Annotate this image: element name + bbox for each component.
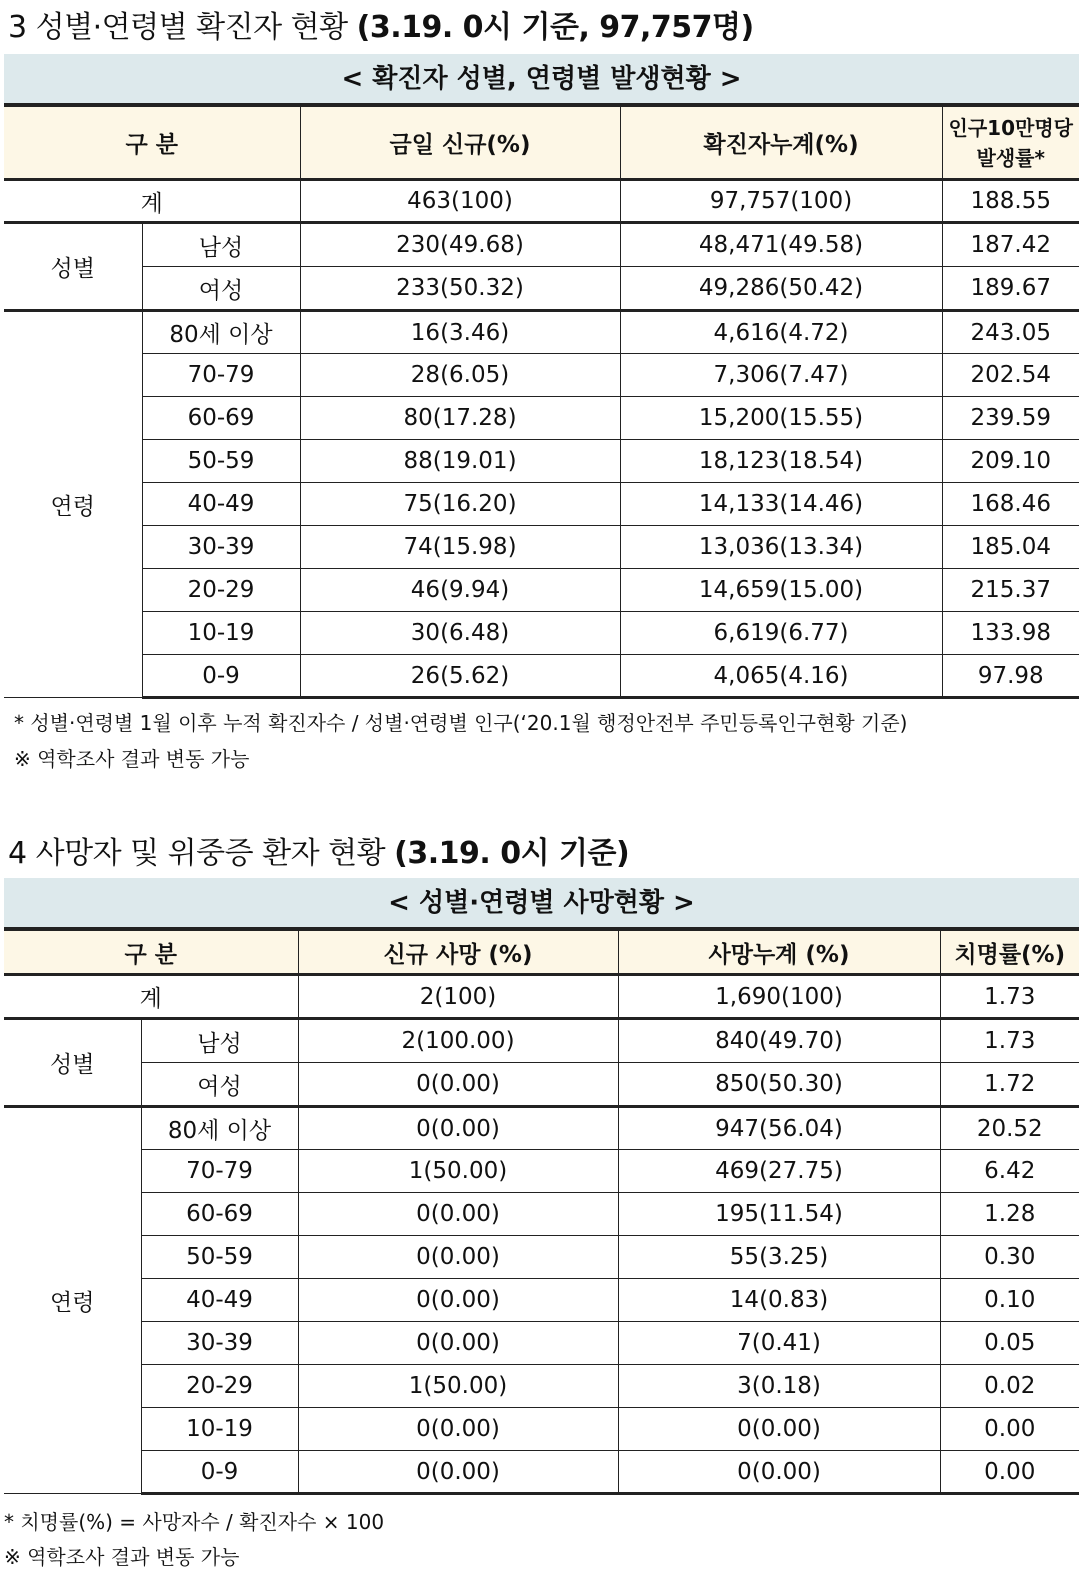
rate-cell: 0.30 — [940, 1236, 1079, 1279]
section3-title: 성별·연령별 확진자 현황 — [35, 10, 348, 45]
rate-cell: 20.52 — [940, 1107, 1079, 1150]
new-cell: 30(6.48) — [300, 612, 620, 655]
new-cell: 0(0.00) — [298, 1063, 618, 1107]
row-label: 남성 — [142, 223, 300, 267]
row-label: 80세 이상 — [142, 311, 300, 354]
section3-remark: ※ 역학조사 결과 변동 가능 — [14, 747, 250, 771]
cum-cell: 7,306(7.47) — [620, 354, 942, 397]
section3-footnote: * 성별·연령별 1월 이후 누적 확진자수 / 성별·연령별 인구(‘20.1월 행정안전부 주민등록인구현황 기준) — [14, 711, 908, 735]
age-row — [4, 354, 1079, 397]
age-row — [4, 440, 1079, 483]
age-row — [4, 1150, 1079, 1193]
new-cell: 16(3.46) — [300, 311, 620, 354]
header-cumulative: 사망누계 (%) — [618, 931, 940, 975]
row-label: 여성 — [141, 1063, 298, 1107]
cum-cell: 6,619(6.77) — [620, 612, 942, 655]
gender-group-label: 성별 — [4, 1019, 141, 1107]
section4-footnote: * 치명률(%) = 사망자수 / 확진자수 × 100 — [4, 1510, 385, 1534]
rate-cell: 97.98 — [942, 655, 1079, 698]
rate-cell: 1.28 — [940, 1193, 1079, 1236]
row-label: 40-49 — [142, 483, 300, 526]
section3-heading — [8, 2, 754, 46]
row-label: 60-69 — [141, 1193, 298, 1236]
rate-cell: 0.10 — [940, 1279, 1079, 1322]
age-row — [4, 655, 1079, 698]
section4-title: 사망자 및 위중증 환자 현황 — [35, 836, 386, 871]
header-rate-line1: 인구10만명당 — [948, 115, 1073, 140]
section3-banner: < 확진자 성별, 연령별 발생현황 > — [4, 54, 1079, 106]
header-new: 금일 신규(%) — [300, 107, 620, 180]
gender-row — [4, 1063, 1079, 1107]
section3-date-note: (3.19. 0시 기준, 97,757명) — [356, 10, 754, 45]
row-label: 50-59 — [141, 1236, 298, 1279]
new-cell: 75(16.20) — [300, 483, 620, 526]
total-row — [4, 975, 1079, 1019]
rate-cell: 1.73 — [940, 975, 1079, 1019]
cum-cell: 55(3.25) — [618, 1236, 940, 1279]
row-label: 50-59 — [142, 440, 300, 483]
rate-cell: 0.02 — [940, 1365, 1079, 1408]
new-cell: 0(0.00) — [298, 1408, 618, 1451]
cum-cell: 4,616(4.72) — [620, 311, 942, 354]
total-row — [4, 180, 1079, 223]
new-cell: 74(15.98) — [300, 526, 620, 569]
row-label: 0-9 — [141, 1451, 298, 1494]
cum-cell: 14,133(14.46) — [620, 483, 942, 526]
cum-cell: 48,471(49.58) — [620, 223, 942, 267]
header-rate: 치명률(%) — [940, 931, 1079, 975]
rate-cell: 187.42 — [942, 223, 1079, 267]
cum-cell: 0(0.00) — [618, 1408, 940, 1451]
new-cell: 230(49.68) — [300, 223, 620, 267]
rate-cell: 209.10 — [942, 440, 1079, 483]
new-cell: 2(100) — [298, 975, 618, 1019]
rate-cell: 188.55 — [942, 180, 1079, 223]
row-label: 30-39 — [141, 1322, 298, 1365]
row-label: 40-49 — [141, 1279, 298, 1322]
rate-cell: 0.00 — [940, 1408, 1079, 1451]
age-row — [4, 1107, 1079, 1150]
new-cell: 2(100.00) — [298, 1019, 618, 1063]
header-rate — [942, 107, 1079, 180]
rate-cell: 1.73 — [940, 1019, 1079, 1063]
rate-cell: 0.00 — [940, 1451, 1079, 1494]
new-cell: 1(50.00) — [298, 1150, 618, 1193]
cum-cell: 3(0.18) — [618, 1365, 940, 1408]
cases-header-row — [4, 107, 1079, 180]
new-cell: 0(0.00) — [298, 1322, 618, 1365]
rate-cell: 239.59 — [942, 397, 1079, 440]
age-group-label: 연령 — [4, 1107, 141, 1494]
rate-cell: 1.72 — [940, 1063, 1079, 1107]
header-new: 신규 사망 (%) — [298, 931, 618, 975]
cum-cell: 7(0.41) — [618, 1322, 940, 1365]
age-row — [4, 1408, 1079, 1451]
row-label: 여성 — [142, 267, 300, 311]
row-label: 70-79 — [142, 354, 300, 397]
cum-cell: 13,036(13.34) — [620, 526, 942, 569]
cum-cell: 14,659(15.00) — [620, 569, 942, 612]
cum-cell: 850(50.30) — [618, 1063, 940, 1107]
new-cell: 1(50.00) — [298, 1365, 618, 1408]
header-category: 구 분 — [4, 931, 298, 975]
cum-cell: 14(0.83) — [618, 1279, 940, 1322]
age-row — [4, 612, 1079, 655]
row-label: 30-39 — [142, 526, 300, 569]
row-label: 20-29 — [141, 1365, 298, 1408]
rate-cell: 168.46 — [942, 483, 1079, 526]
new-cell: 88(19.01) — [300, 440, 620, 483]
row-label: 80세 이상 — [141, 1107, 298, 1150]
row-label: 60-69 — [142, 397, 300, 440]
age-row — [4, 526, 1079, 569]
age-row — [4, 1193, 1079, 1236]
deaths-table — [4, 930, 1079, 1495]
new-cell: 0(0.00) — [298, 1107, 618, 1150]
row-label: 남성 — [141, 1019, 298, 1063]
cum-cell: 469(27.75) — [618, 1150, 940, 1193]
age-row — [4, 397, 1079, 440]
new-cell: 463(100) — [300, 180, 620, 223]
new-cell: 26(5.62) — [300, 655, 620, 698]
cum-cell: 1,690(100) — [618, 975, 940, 1019]
rate-cell: 6.42 — [940, 1150, 1079, 1193]
age-row — [4, 483, 1079, 526]
new-cell: 0(0.00) — [298, 1279, 618, 1322]
cum-cell: 15,200(15.55) — [620, 397, 942, 440]
gender-row — [4, 1019, 1079, 1063]
age-row — [4, 569, 1079, 612]
age-row — [4, 1236, 1079, 1279]
deaths-header-row — [4, 931, 1079, 975]
gender-row — [4, 267, 1079, 311]
cum-cell: 97,757(100) — [620, 180, 942, 223]
rate-cell: 202.54 — [942, 354, 1079, 397]
new-cell: 80(17.28) — [300, 397, 620, 440]
age-row — [4, 1322, 1079, 1365]
section4-date-note: (3.19. 0시 기준) — [394, 836, 630, 871]
rate-cell: 0.05 — [940, 1322, 1079, 1365]
age-row — [4, 1279, 1079, 1322]
row-label: 10-19 — [142, 612, 300, 655]
new-cell: 0(0.00) — [298, 1236, 618, 1279]
gender-group-label: 성별 — [4, 223, 142, 311]
cum-cell: 947(56.04) — [618, 1107, 940, 1150]
age-row — [4, 1451, 1079, 1494]
cum-cell: 0(0.00) — [618, 1451, 940, 1494]
age-row — [4, 1365, 1079, 1408]
section4-remark: ※ 역학조사 결과 변동 가능 — [4, 1545, 240, 1569]
row-label: 계 — [4, 975, 298, 1019]
age-group-label: 연령 — [4, 311, 142, 698]
new-cell: 46(9.94) — [300, 569, 620, 612]
cum-cell: 840(49.70) — [618, 1019, 940, 1063]
row-label: 20-29 — [142, 569, 300, 612]
cum-cell: 4,065(4.16) — [620, 655, 942, 698]
cum-cell: 18,123(18.54) — [620, 440, 942, 483]
header-category: 구 분 — [4, 107, 300, 180]
row-label: 70-79 — [141, 1150, 298, 1193]
section4-heading — [8, 828, 629, 872]
row-label: 0-9 — [142, 655, 300, 698]
cum-cell: 49,286(50.42) — [620, 267, 942, 311]
new-cell: 0(0.00) — [298, 1451, 618, 1494]
new-cell: 0(0.00) — [298, 1193, 618, 1236]
rate-cell: 243.05 — [942, 311, 1079, 354]
header-cumulative: 확진자누계(%) — [620, 107, 942, 180]
section4-banner: < 성별·연령별 사망현황 > — [4, 878, 1079, 930]
cases-table — [4, 106, 1079, 699]
header-rate-line2: 발생률* — [976, 145, 1045, 170]
age-row — [4, 311, 1079, 354]
new-cell: 28(6.05) — [300, 354, 620, 397]
new-cell: 233(50.32) — [300, 267, 620, 311]
rate-cell: 185.04 — [942, 526, 1079, 569]
section3-number: 3 — [8, 10, 27, 45]
rate-cell: 133.98 — [942, 612, 1079, 655]
row-label: 계 — [4, 180, 300, 223]
rate-cell: 189.67 — [942, 267, 1079, 311]
row-label: 10-19 — [141, 1408, 298, 1451]
rate-cell: 215.37 — [942, 569, 1079, 612]
gender-row — [4, 223, 1079, 267]
section4-number: 4 — [8, 836, 27, 871]
cum-cell: 195(11.54) — [618, 1193, 940, 1236]
